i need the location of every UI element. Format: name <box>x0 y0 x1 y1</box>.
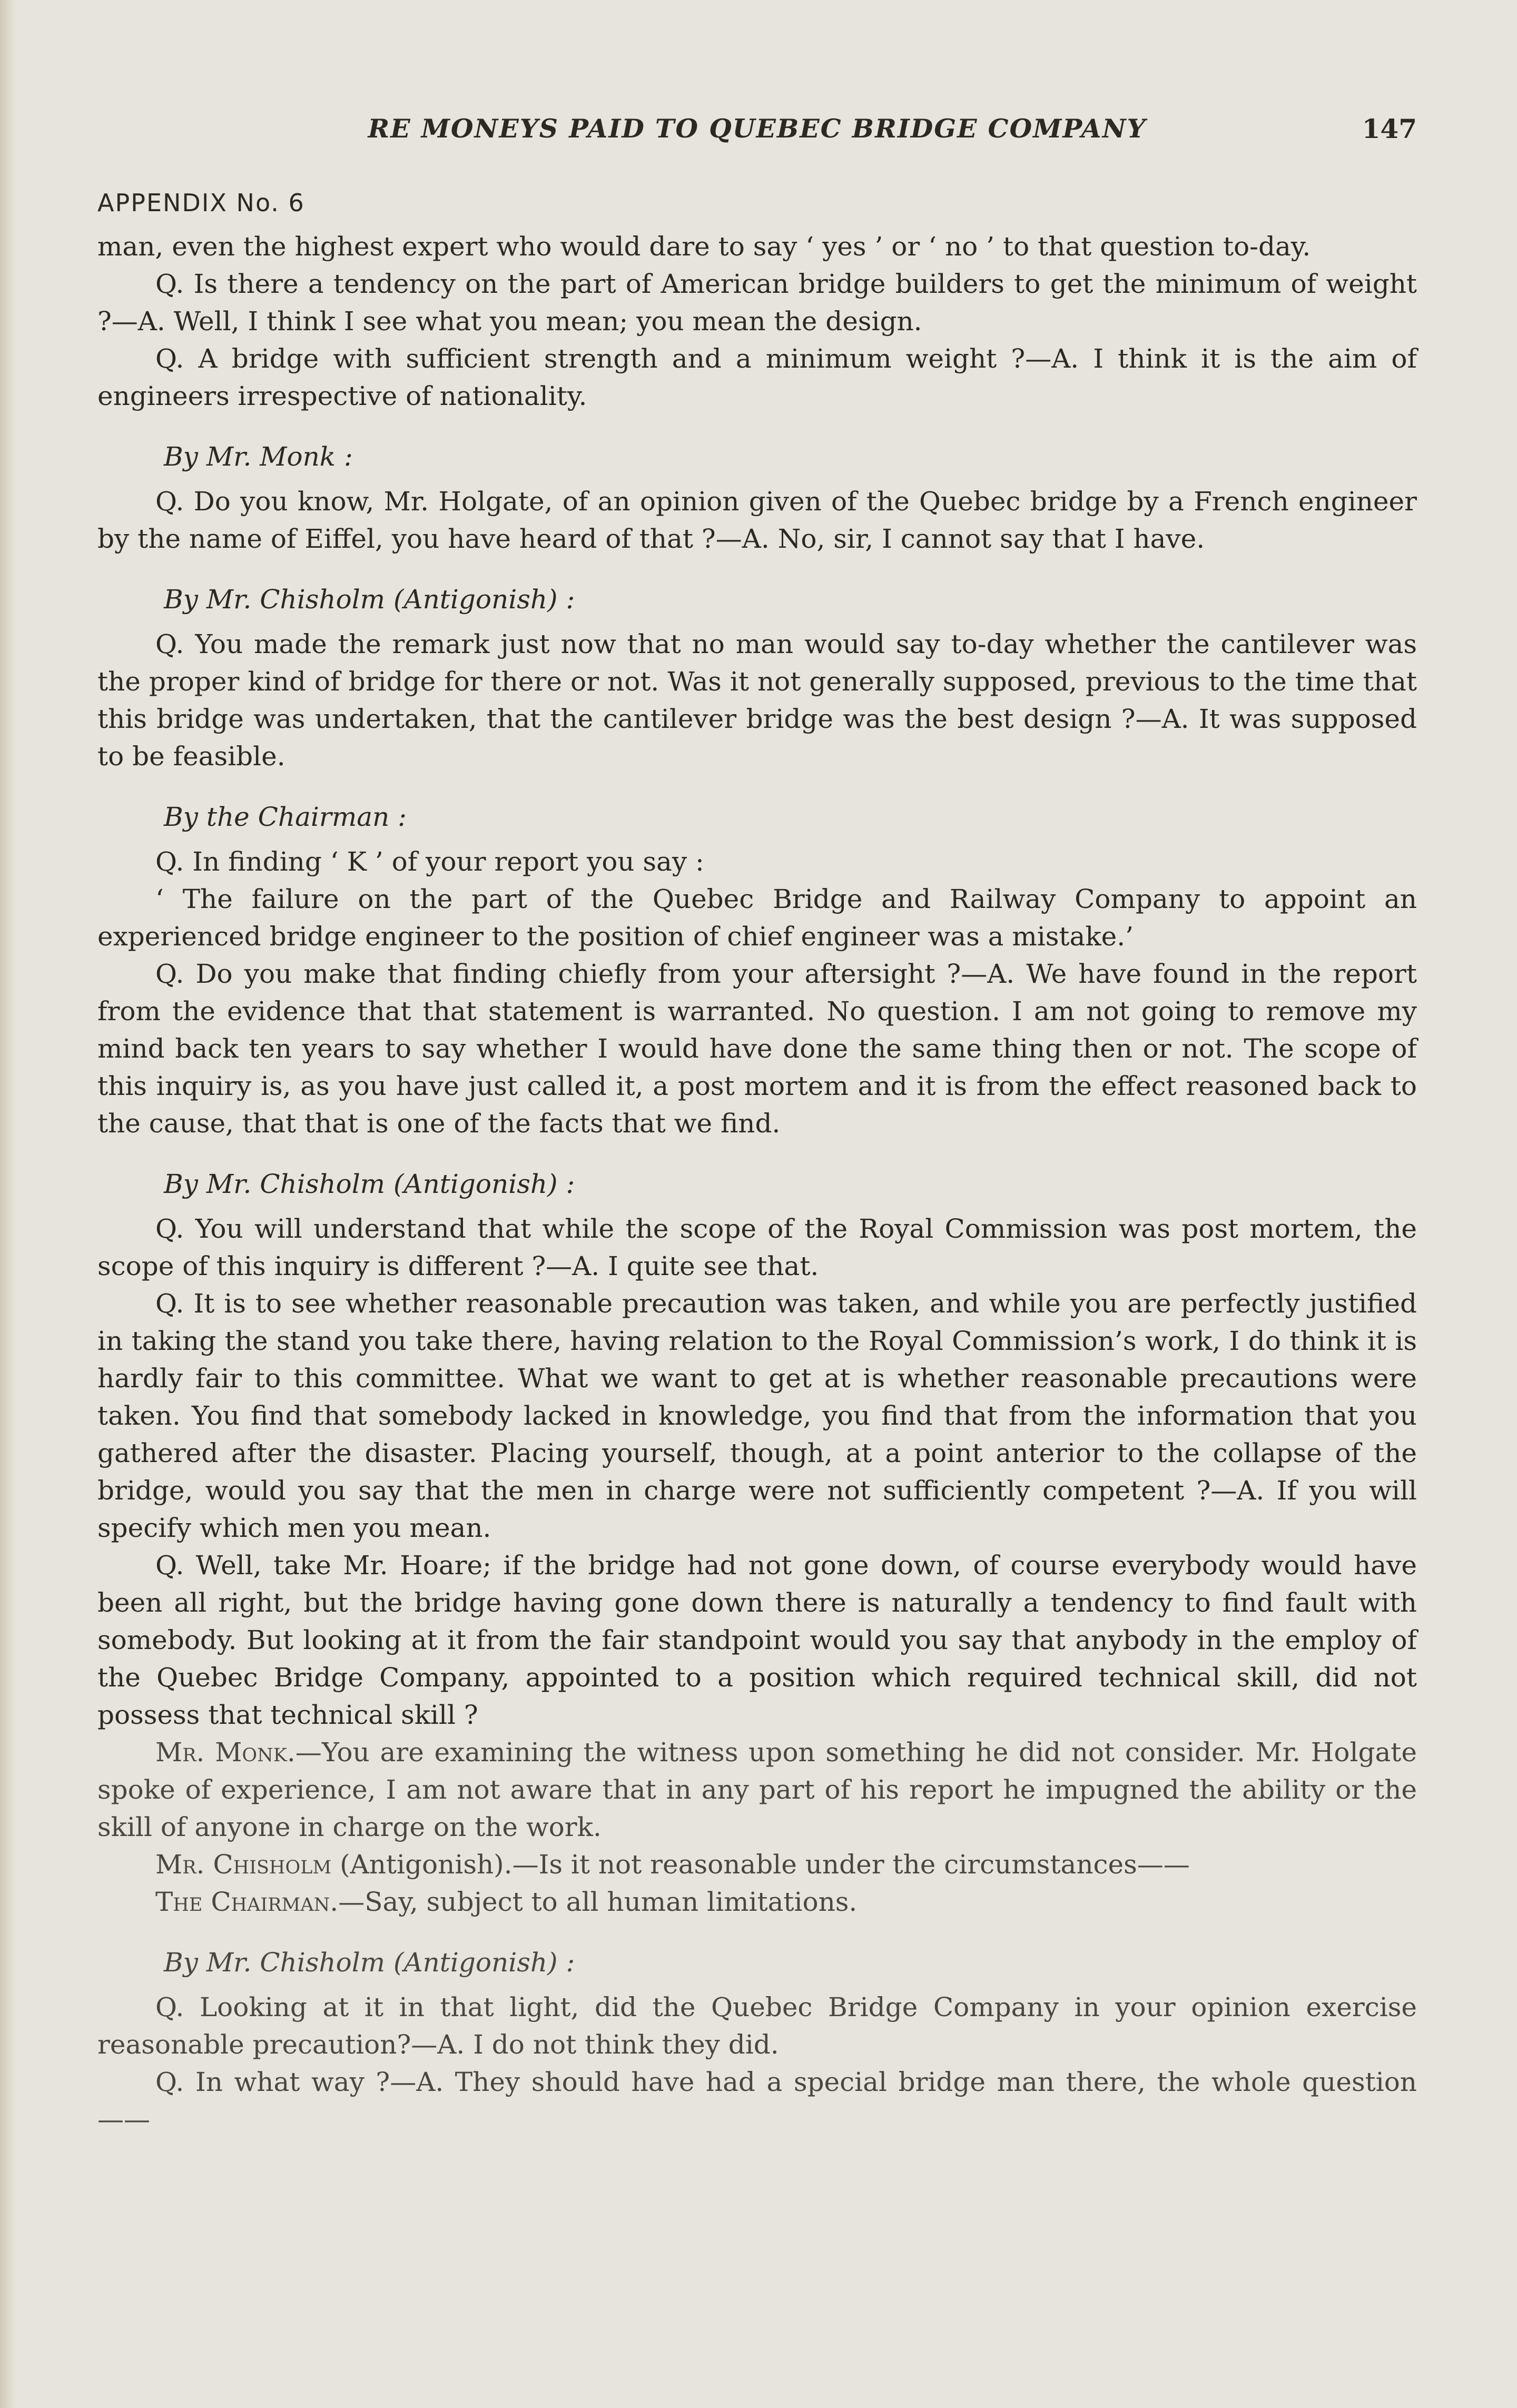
speech-text: —Say, subject to all human limitations. <box>338 1887 858 1917</box>
paragraph: man, even the highest expert who would dare to say ‘ yes ’ or ‘ no ’ to that question to-day. <box>97 231 1311 262</box>
speaker-name: Mr. Chisholm <box>155 1849 332 1880</box>
speech-paragraph <box>97 1734 1417 1846</box>
document-page <box>97 113 1417 2138</box>
examiner-heading: By Mr. Chisholm (Antigonish) : <box>164 1169 575 1199</box>
speaker-name: Mr. Monk. <box>155 1737 295 1768</box>
paragraph: Q. Do you know, Mr. Holgate, of an opinion given of the Quebec bridge by a French engineer by the name of Eiffel, you have heard of that ?—A. No, sir, I cannot say that I have. <box>97 486 1417 554</box>
quoted-finding: ‘ The failure on the part of the Quebec Bridge and Railway Company to appoint an experienced bridge engineer to the position of chief engineer was a mistake.’ <box>97 884 1417 952</box>
paragraph: Q. Well, take Mr. Hoare; if the bridge had not gone down, of course everybody would have been all right, but the bridge having gone down there is naturally a tendency to find fault with somebody. But looking at it from the fair standpoint would you say that anybody in the employ of the Quebec Bridge Company, appointed to a position which required technical skill, did not possess that technical skill ? <box>97 1550 1417 1730</box>
speech-text: (Antigonish).—Is it not reasonable under the circumstances—— <box>331 1849 1190 1880</box>
examiner-heading: By the Chairman : <box>164 802 407 832</box>
examiner-heading: By Mr. Monk : <box>164 441 353 472</box>
paragraph: Q. Looking at it in that light, did the Quebec Bridge Company in your opinion exercise reasonable precaution?—A. I do not think they did. <box>97 1992 1417 2060</box>
speech-paragraph <box>97 1883 1417 1921</box>
examiner-heading: By Mr. Chisholm (Antigonish) : <box>164 584 575 615</box>
paragraph: Q. You made the remark just now that no man would say to-day whether the cantilever was the proper kind of bridge for there or not. Was it not generally supposed, previous to the time that this bridge was undertaken, that the cantilever bridge was the best design ?—A. It was supposed to be feasible. <box>97 629 1417 772</box>
appendix-label: APPENDIX No. 6 <box>97 189 305 217</box>
paragraph: Q. In what way ?—A. They should have had a special bridge man there, the whole question—— <box>97 2067 1417 2135</box>
paragraph: Q. Do you make that finding chiefly from your aftersight ?—A. We have found in the report from the evidence that that statement is warranted. No question. I am not going to remove my mind back ten years to say whether I would have done the same thing then or not. The scope of this inquiry is, as you have just called it, a post mortem and it is from the effect reasoned back to the cause, that that is one of the facts that we find. <box>97 959 1417 1139</box>
examiner-heading: By Mr. Chisholm (Antigonish) : <box>164 1947 575 1978</box>
paragraph: Q. You will understand that while the scope of the Royal Commission was post mortem, the scope of this inquiry is different ?—A. I quite see that. <box>97 1213 1417 1281</box>
paragraph: Q. A bridge with sufficient strength and a minimum weight ?—A. I think it is the aim of engineers irrespective of nationality. <box>97 343 1417 411</box>
body-text <box>97 228 1417 2138</box>
paragraph: Q. In finding ‘ K ’ of your report you say : <box>155 846 704 877</box>
paragraph: Q. Is there a tendency on the part of American bridge builders to get the minimum of weight ?—A. Well, I think I see what you mean; you mean the design. <box>97 269 1417 337</box>
paragraph: Q. It is to see whether reasonable precaution was taken, and while you are perfectly justified in taking the stand you take there, having relation to the Royal Commission’s work, I do think it is hardly fair to this committee. What we want to get at is whether reasonable precautions were taken. You find that somebody lacked in knowledge, you find that from the information that you gathered after the disaster. Placing yourself, though, at a point anterior to the collapse of the bridge, would you say that the men in charge were not sufficiently competent ?—A. If you will specify which men you mean. <box>97 1288 1417 1543</box>
page-spine-shadow <box>0 0 16 2408</box>
page-number: 147 <box>1362 113 1417 144</box>
speech-text: —You are examining the witness upon something he did not consider. Mr. Holgate spoke of experience, I am not aware that in any part of his report he impugned the ability or the skill of anyone in charge on the work. <box>97 1737 1417 1842</box>
speaker-name: The Chairman. <box>155 1887 339 1917</box>
running-title: RE MONEYS PAID TO QUEBEC BRIDGE COMPANY <box>368 113 1147 144</box>
page-header <box>97 113 1417 155</box>
speech-paragraph <box>97 1846 1417 1883</box>
